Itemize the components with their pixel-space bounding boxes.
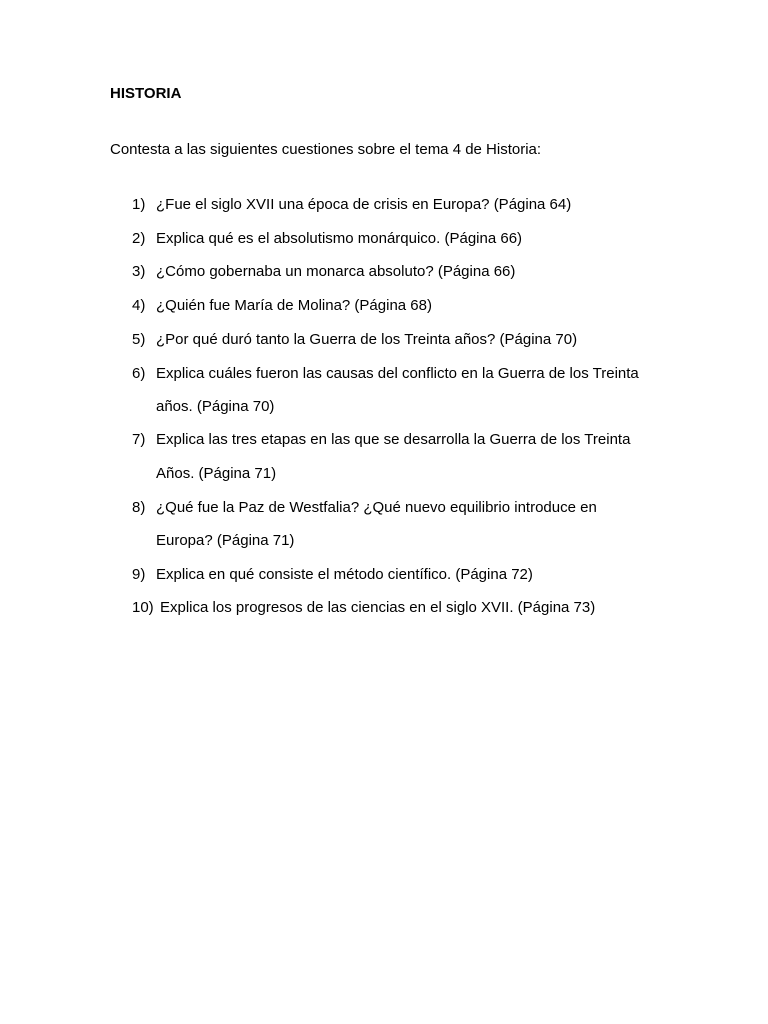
question-number: 3) — [132, 263, 146, 280]
intro-paragraph: Contesta a las siguientes cuestiones sobre el tema 4 de Historia: — [110, 141, 542, 158]
question-text: Explica qué es el absolutismo monárquico. (Página 66) — [156, 230, 523, 247]
question-text: ¿Por qué duró tanto la Guerra de los Treinta años? (Página 70) — [156, 331, 578, 348]
question-number: 8) — [132, 499, 146, 516]
question-number: 9) — [132, 566, 146, 583]
question-text: ¿Quién fue María de Molina? (Página 68) — [156, 297, 432, 314]
question-number: 10) — [132, 599, 154, 616]
question-text: ¿Cómo gobernaba un monarca absoluto? (Página 66) — [156, 263, 516, 280]
question-number: 7) — [132, 431, 146, 448]
question-text: Explica los progresos de las ciencias en el siglo XVII. (Página 73) — [160, 599, 596, 616]
question-number: 4) — [132, 297, 146, 314]
question-number: 1) — [132, 196, 146, 213]
page-title: HISTORIA — [110, 85, 182, 102]
question-text-continuation: Europa? (Página 71) — [156, 532, 295, 549]
question-text: Explica las tres etapas en las que se desarrolla la Guerra de los Treinta — [156, 431, 631, 448]
question-text: Explica en qué consiste el método científico. (Página 72) — [156, 566, 533, 583]
question-number: 5) — [132, 331, 146, 348]
question-text: ¿Fue el siglo XVII una época de crisis en Europa? (Página 64) — [156, 196, 572, 213]
question-text-continuation: Años. (Página 71) — [156, 465, 277, 482]
question-text: Explica cuáles fueron las causas del conflicto en la Guerra de los Treinta — [156, 365, 639, 382]
question-number: 6) — [132, 365, 146, 382]
question-text: ¿Qué fue la Paz de Westfalia? ¿Qué nuevo equilibrio introduce en — [156, 499, 597, 516]
question-number: 2) — [132, 230, 146, 247]
question-text-continuation: años. (Página 70) — [156, 398, 275, 415]
